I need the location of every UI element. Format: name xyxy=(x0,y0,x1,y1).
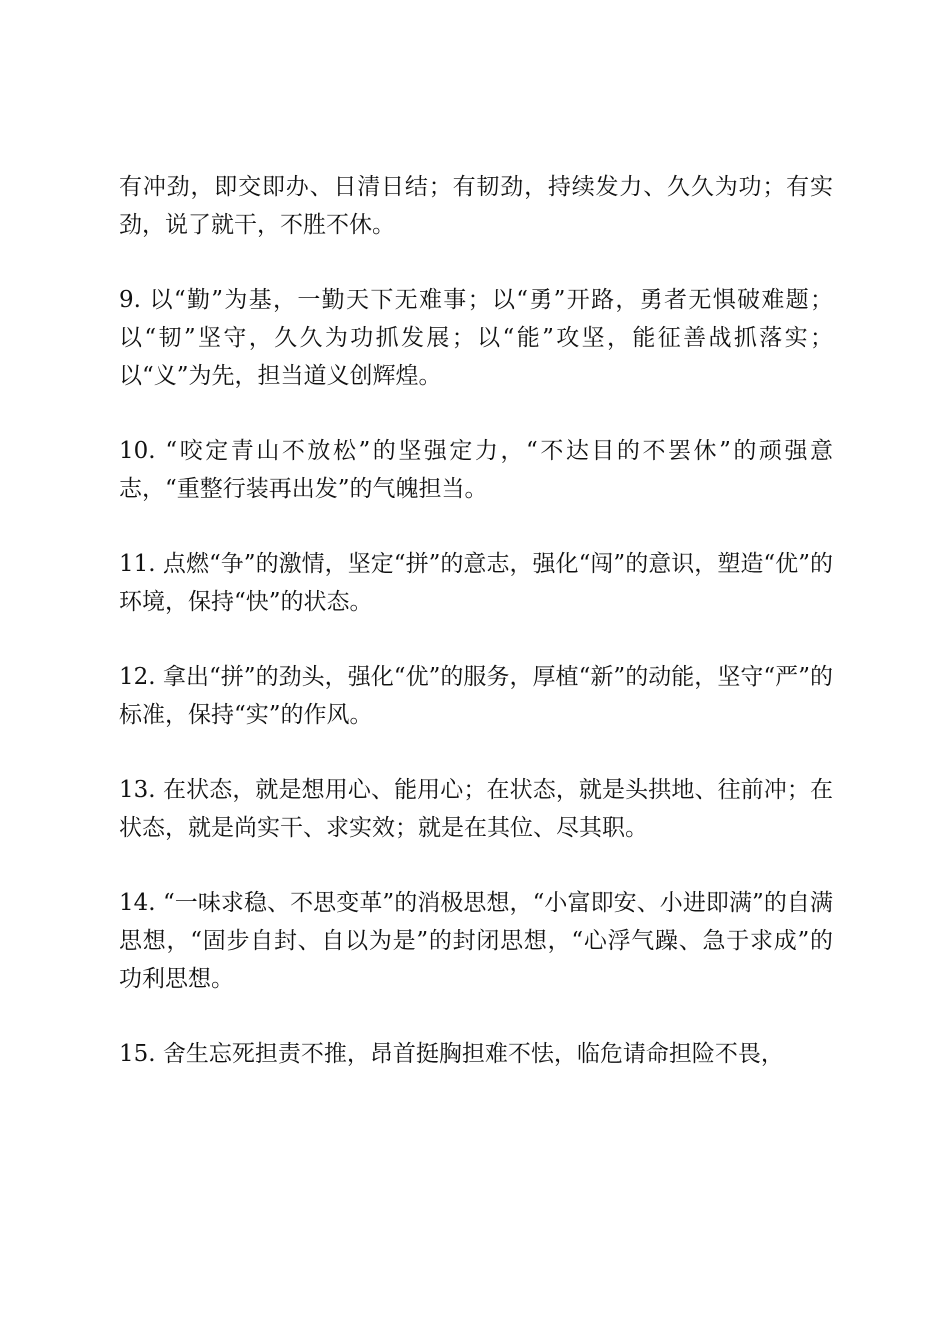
paragraph-item-15: 15. 舍生忘死担责不推，昂首挺胸担难不怯，临危请命担险不畏， xyxy=(119,1041,784,1067)
paragraph-item-11: 11. 点燃“争”的激情，坚定“拼”的意志，强化“闯”的意识，塑造“优”的环境，保持“快”的状态。 xyxy=(119,551,833,615)
document-body xyxy=(119,168,833,1073)
paragraph-item-12: 12. 拿出“拼”的劲头，强化“优”的服务，厚植“新”的动能，坚守“严”的标准，保持“实”的作风。 xyxy=(119,664,833,728)
paragraph-item-13: 13. 在状态，就是想用心、能用心；在状态，就是头拱地、往前冲；在状态，就是尚实干、求实效；就是在其位、尽其职。 xyxy=(119,777,833,841)
paragraph-item-9: 9. 以“勤”为基，一勤天下无难事；以“勇”开路，勇者无惧破难题；以“韧”坚守，久久为功抓发展；以“能”攻坚，能征善战抓落实；以“义”为先，担当道义创辉煌。 xyxy=(119,287,833,389)
paragraph-item-14: 14. “一味求稳、不思变革”的消极思想，“小富即安、小进即满”的自满思想，“固步自封、自以为是”的封闭思想，“心浮气躁、急于求成”的功利思想。 xyxy=(119,890,834,992)
paragraph-continuation: 有冲劲，即交即办、日清日结；有韧劲，持续发力、久久为功；有实劲，说了就干，不胜不休。 xyxy=(119,174,833,238)
paragraph-item-10: 10. “咬定青山不放松”的坚强定力，“不达目的不罢休”的顽强意志，“重整行装再出发”的气魄担当。 xyxy=(119,438,833,502)
